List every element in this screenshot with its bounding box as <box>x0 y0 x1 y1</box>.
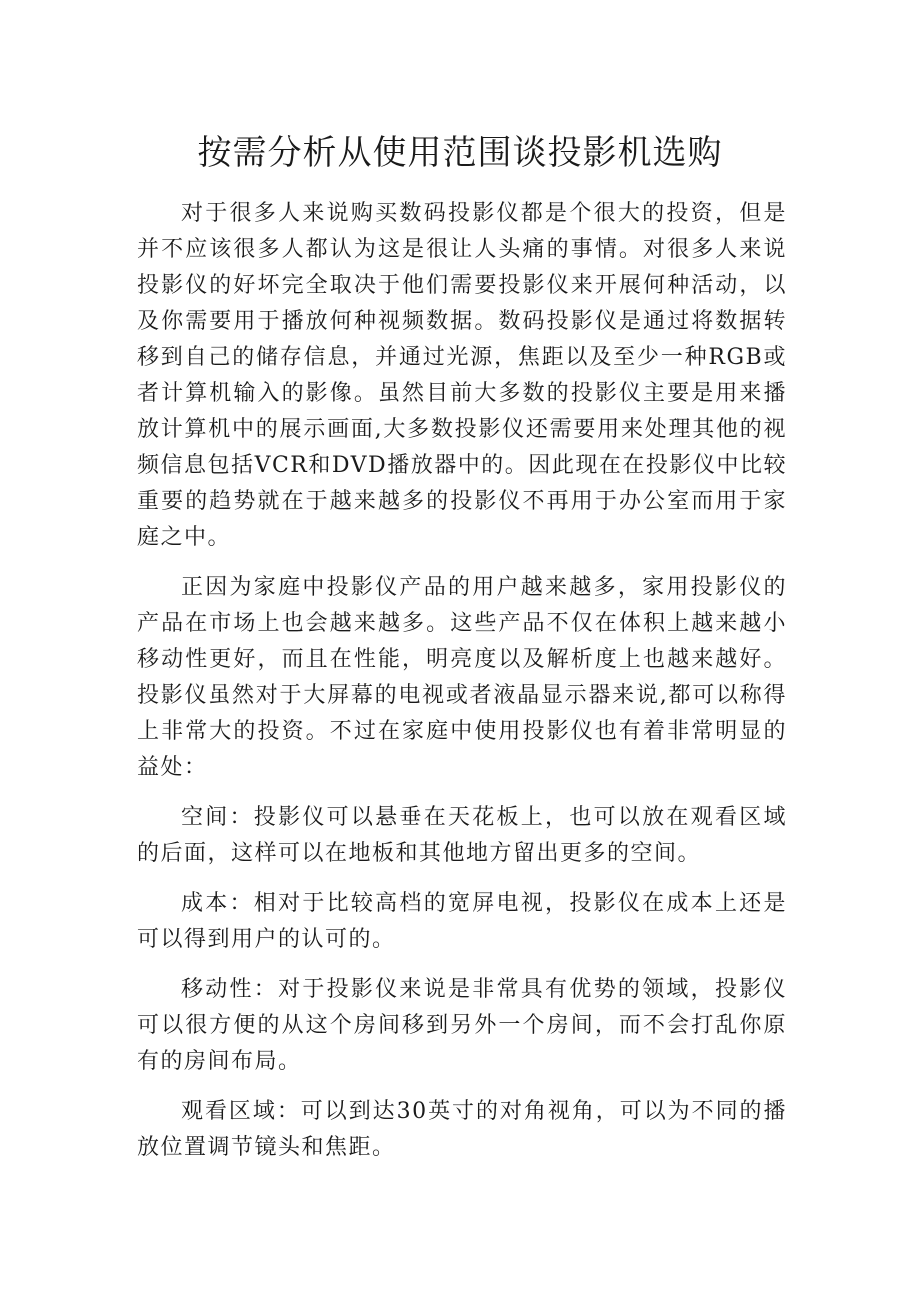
paragraph-intro: 对于很多人来说购买数码投影仪都是个很大的投资，但是并不应该很多人都认为这是很让人头痛的事情。对很多人来说投影仪的好坏完全取决于他们需要投影仪来开展何种活动，以及你需要用于播放何种视频数据。数码投影仪是通过将数据转移到自己的储存信息，并通过光源，焦距以及至少一种RGB或者计算机输入的影像。虽然目前大多数的投影仪主要是用来播放计算机中的展示画面,大多数投影仪还需要用来处理其他的视频信息包括VCR和DVD播放器中的。因此现在在投影仪中比较重要的趋势就在于越来越多的投影仪不再用于办公室而用于家庭之中。 <box>137 201 787 550</box>
paragraph-home-users: 正因为家庭中投影仪产品的用户越来越多，家用投影仪的产品在市场上也会越来越多。这些产品不仅在体积上越来越小移动性更好，而且在性能，明亮度以及解析度上也越来越好。投影仪虽然对于大屏幕的电视或者液晶显示器来说,都可以称得上非常大的投资。不过在家庭中使用投影仪也有着非常明显的益处： <box>137 575 787 780</box>
paragraph-mobility: 移动性：对于投影仪来说是非常具有优势的领域，投影仪可以很方便的从这个房间移到另外一个房间，而不会打乱你原有的房间布局。 <box>137 977 787 1074</box>
paragraph-viewing-area: 观看区域：可以到达30英寸的对角视角，可以为不同的播放位置调节镜头和焦距。 <box>137 1099 787 1160</box>
document-body <box>137 196 787 1180</box>
paragraph-space: 空间：投影仪可以悬垂在天花板上，也可以放在观看区域的后面，这样可以在地板和其他地方留出更多的空间。 <box>137 805 787 866</box>
document-title: 按需分析从使用范围谈投影机选购 <box>197 133 723 173</box>
paragraph-cost: 成本：相对于比较高档的宽屏电视，投影仪在成本上还是可以得到用户的认可的。 <box>137 891 787 952</box>
